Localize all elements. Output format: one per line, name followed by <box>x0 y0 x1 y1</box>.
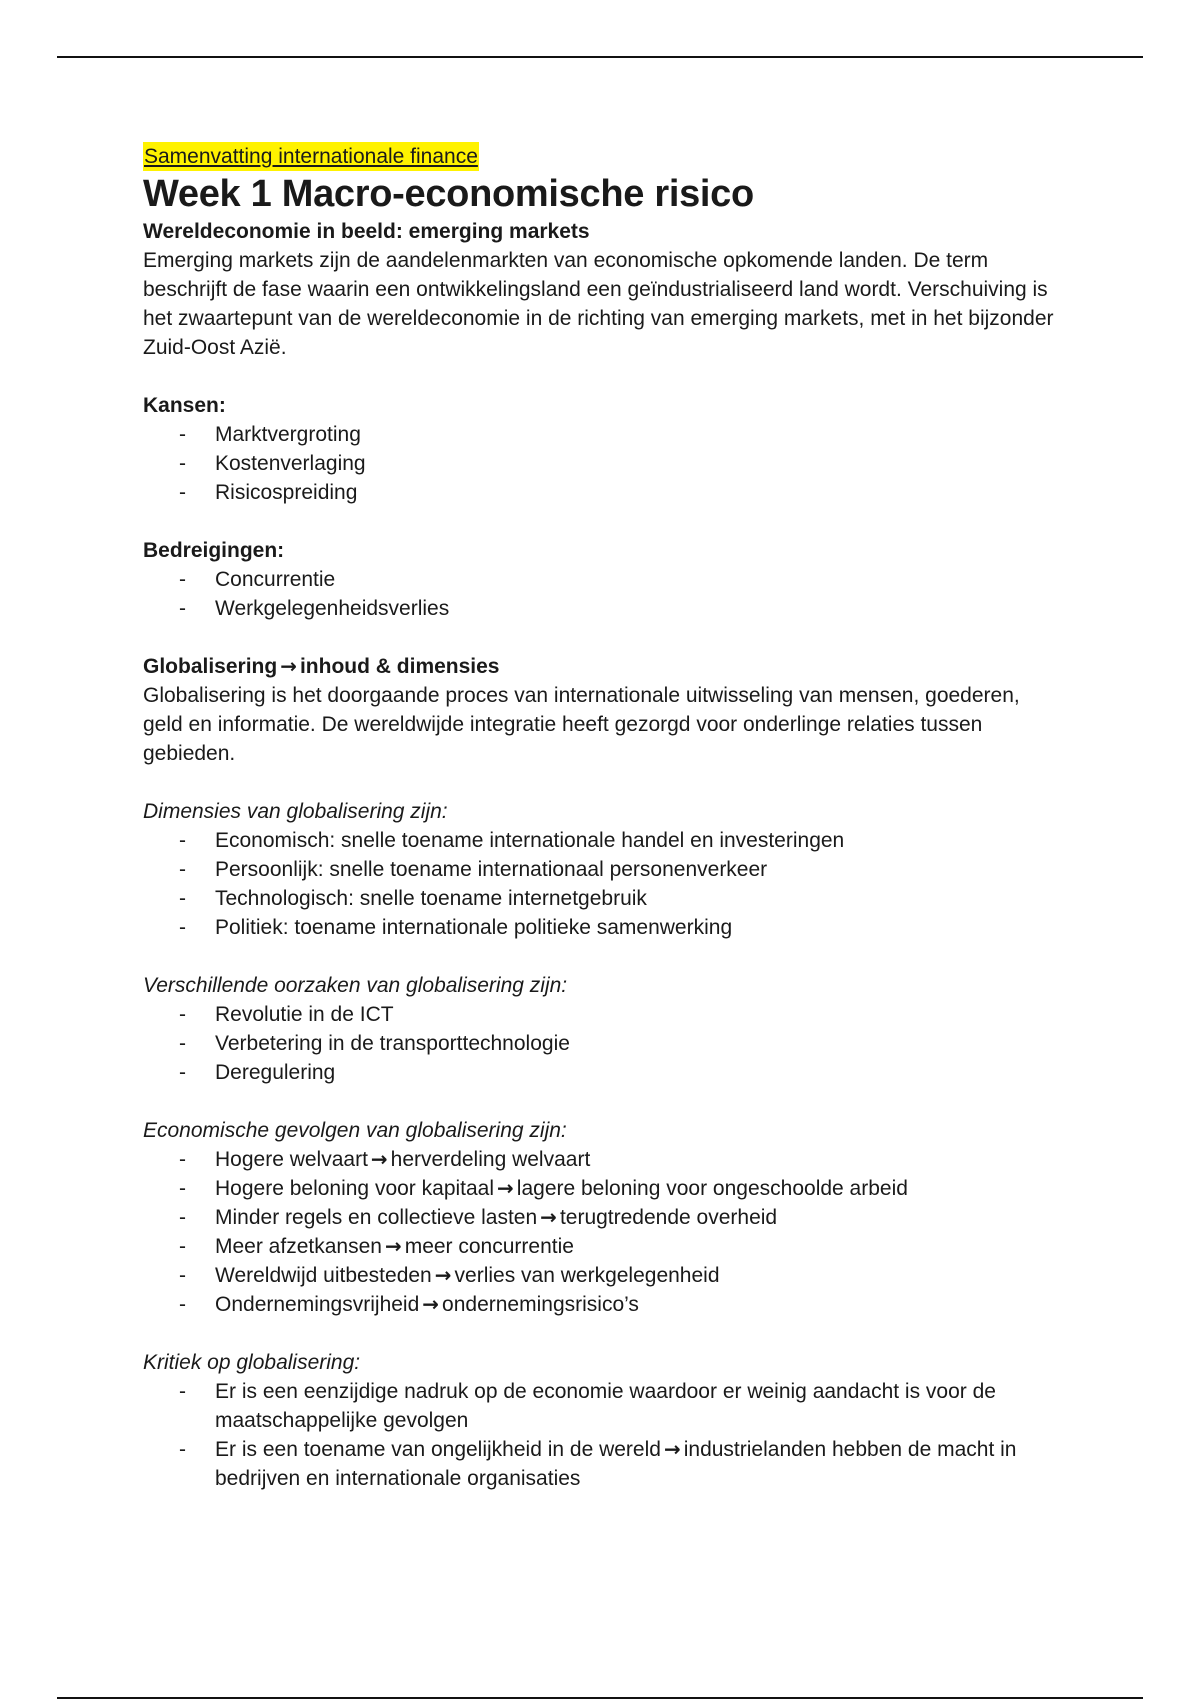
list-item-text: Politiek: toename internationale politieke samenwerking <box>215 916 733 939</box>
list-item <box>143 1232 1063 1261</box>
list-item <box>143 1174 1063 1203</box>
list-item-text: Marktvergroting <box>215 423 361 446</box>
list-item <box>143 1435 1063 1493</box>
arrow-right-icon: → <box>434 1263 452 1287</box>
spacer <box>143 507 1063 536</box>
list-item <box>143 1377 1063 1435</box>
list-item <box>143 1029 1063 1058</box>
list-item-text: meer concurrentie <box>404 1235 574 1258</box>
list-dash: - <box>179 1032 186 1055</box>
list-dash: - <box>179 1380 186 1403</box>
spacer <box>143 623 1063 652</box>
list-dash: - <box>179 1264 186 1287</box>
spacer <box>143 1087 1063 1116</box>
list-item <box>143 1000 1063 1029</box>
kritiek-list <box>143 1377 1063 1493</box>
spacer <box>143 362 1063 391</box>
section-heading-globalisering <box>143 652 1063 681</box>
list-item <box>143 1290 1063 1319</box>
list-dash: - <box>179 1293 186 1316</box>
list-item-text: Economisch: snelle toename internationale handel en investeringen <box>215 829 845 852</box>
list-dash: - <box>179 829 186 852</box>
footer-rule <box>57 1697 1143 1699</box>
list-dash: - <box>179 481 186 504</box>
list-item <box>143 1261 1063 1290</box>
sub-heading-oorzaken: Verschillende oorzaken van globalisering zijn: <box>143 974 568 997</box>
arrow-right-icon: → <box>422 1292 440 1316</box>
heading-text: Globalisering <box>143 655 278 678</box>
list-item-text: terugtredende overheid <box>559 1206 778 1229</box>
document-title: Week 1 Macro-economische risico <box>143 173 754 215</box>
list-item <box>143 1203 1063 1232</box>
list-item-text: lagere beloning voor ongeschoolde arbeid <box>516 1177 908 1200</box>
document-subtitle: Samenvatting internationale finance <box>143 142 479 171</box>
sub-heading-kritiek: Kritiek op globalisering: <box>143 1351 361 1374</box>
list-item-text: Technologisch: snelle toename internetgebruik <box>215 887 647 910</box>
sub-heading-dimensies: Dimensies van globalisering zijn: <box>143 800 448 823</box>
list-dash: - <box>179 916 186 939</box>
section-heading-emerging-markets: Wereldeconomie in beeld: emerging markets <box>143 220 590 243</box>
list-item <box>143 884 1063 913</box>
list-dash: - <box>179 597 186 620</box>
list-item-text: Risicospreiding <box>215 481 358 504</box>
list-item-text: Verbetering in de transporttechnologie <box>215 1032 570 1055</box>
list-item-text: Hogere beloning voor kapitaal <box>215 1177 495 1200</box>
list-item <box>143 449 1063 478</box>
arrow-right-icon: → <box>384 1234 402 1258</box>
list-item <box>143 594 1063 623</box>
bedreigingen-list <box>143 565 1063 623</box>
list-item-text: Meer afzetkansen <box>215 1235 382 1258</box>
spacer <box>143 1319 1063 1348</box>
spacer <box>143 768 1063 797</box>
kansen-list <box>143 420 1063 507</box>
list-item-text: Persoonlijk: snelle toename internationaal personenverkeer <box>215 858 768 881</box>
section-heading-kansen: Kansen: <box>143 394 226 417</box>
sub-heading-gevolgen: Economische gevolgen van globalisering zijn: <box>143 1119 567 1142</box>
paragraph-emerging-markets: Emerging markets zijn de aandelenmarkten van economische opkomende landen. De term beschrijft de fase waarin een ontwikkelingsland een geïndustrialiseerd land wordt. Verschuiving is het zwaartepunt van de wereldeconomie in de richting van emerging markets, met in het bijzonder Zuid-Oost Azië. <box>143 249 1054 359</box>
arrow-right-icon: → <box>280 654 297 678</box>
list-dash: - <box>179 1235 186 1258</box>
list-item <box>143 913 1063 942</box>
list-item <box>143 1145 1063 1174</box>
spacer <box>143 942 1063 971</box>
list-item-text: Minder regels en collectieve lasten <box>215 1206 538 1229</box>
oorzaken-list <box>143 1000 1063 1087</box>
arrow-right-icon: → <box>370 1147 388 1171</box>
list-item-text: Revolutie in de ICT <box>215 1003 394 1026</box>
dimensies-list <box>143 826 1063 942</box>
heading-text: inhoud & dimensies <box>299 655 500 678</box>
arrow-right-icon: → <box>540 1205 557 1229</box>
list-item-text: Concurrentie <box>215 568 336 591</box>
list-item-text: industrielanden hebben de macht in bedrijven en internationale organisaties <box>215 1438 1017 1490</box>
list-dash: - <box>179 568 186 591</box>
list-item <box>143 1058 1063 1087</box>
list-item <box>143 565 1063 594</box>
list-item <box>143 855 1063 884</box>
gevolgen-list <box>143 1145 1063 1319</box>
list-item-text: Werkgelegenheidsverlies <box>215 597 450 620</box>
paragraph-globalisering: Globalisering is het doorgaande proces van internationale uitwisseling van mensen, goederen, geld en informatie. De wereldwijde integratie heeft gezorgd voor onderlinge relaties tussen gebieden. <box>143 684 1020 765</box>
list-item-text: Kostenverlaging <box>215 452 366 475</box>
header-rule <box>57 56 1143 58</box>
list-item-text: Wereldwijd uitbesteden <box>215 1264 432 1287</box>
list-item-text: verlies van werkgelegenheid <box>454 1264 720 1287</box>
list-dash: - <box>179 452 186 475</box>
list-dash: - <box>179 1003 186 1026</box>
list-dash: - <box>179 1061 186 1084</box>
list-dash: - <box>179 423 186 446</box>
list-item-text: ondernemingsrisico’s <box>442 1293 639 1316</box>
list-dash: - <box>179 858 186 881</box>
list-item-text: Ondernemingsvrijheid <box>215 1293 420 1316</box>
list-item-text: herverdeling welvaart <box>390 1148 591 1171</box>
subtitle-line <box>143 142 1063 171</box>
list-item-text: Hogere welvaart <box>215 1148 368 1171</box>
list-dash: - <box>179 1177 186 1200</box>
list-dash: - <box>179 1438 186 1461</box>
list-item-text: Er is een toename van ongelijkheid in de wereld <box>215 1438 661 1461</box>
section-heading-bedreigingen: Bedreigingen: <box>143 539 285 562</box>
list-item-text: Deregulering <box>215 1061 336 1084</box>
list-dash: - <box>179 1148 186 1171</box>
list-item <box>143 826 1063 855</box>
list-item <box>143 420 1063 449</box>
list-dash: - <box>179 887 186 910</box>
arrow-right-icon: → <box>663 1437 681 1461</box>
list-item-text: Er is een eenzijdige nadruk op de economie waardoor er weinig aandacht is voor de maatschappelijke gevolgen <box>215 1380 996 1432</box>
list-item <box>143 478 1063 507</box>
list-dash: - <box>179 1206 186 1229</box>
document-body <box>143 142 1063 1493</box>
arrow-right-icon: → <box>497 1176 514 1200</box>
